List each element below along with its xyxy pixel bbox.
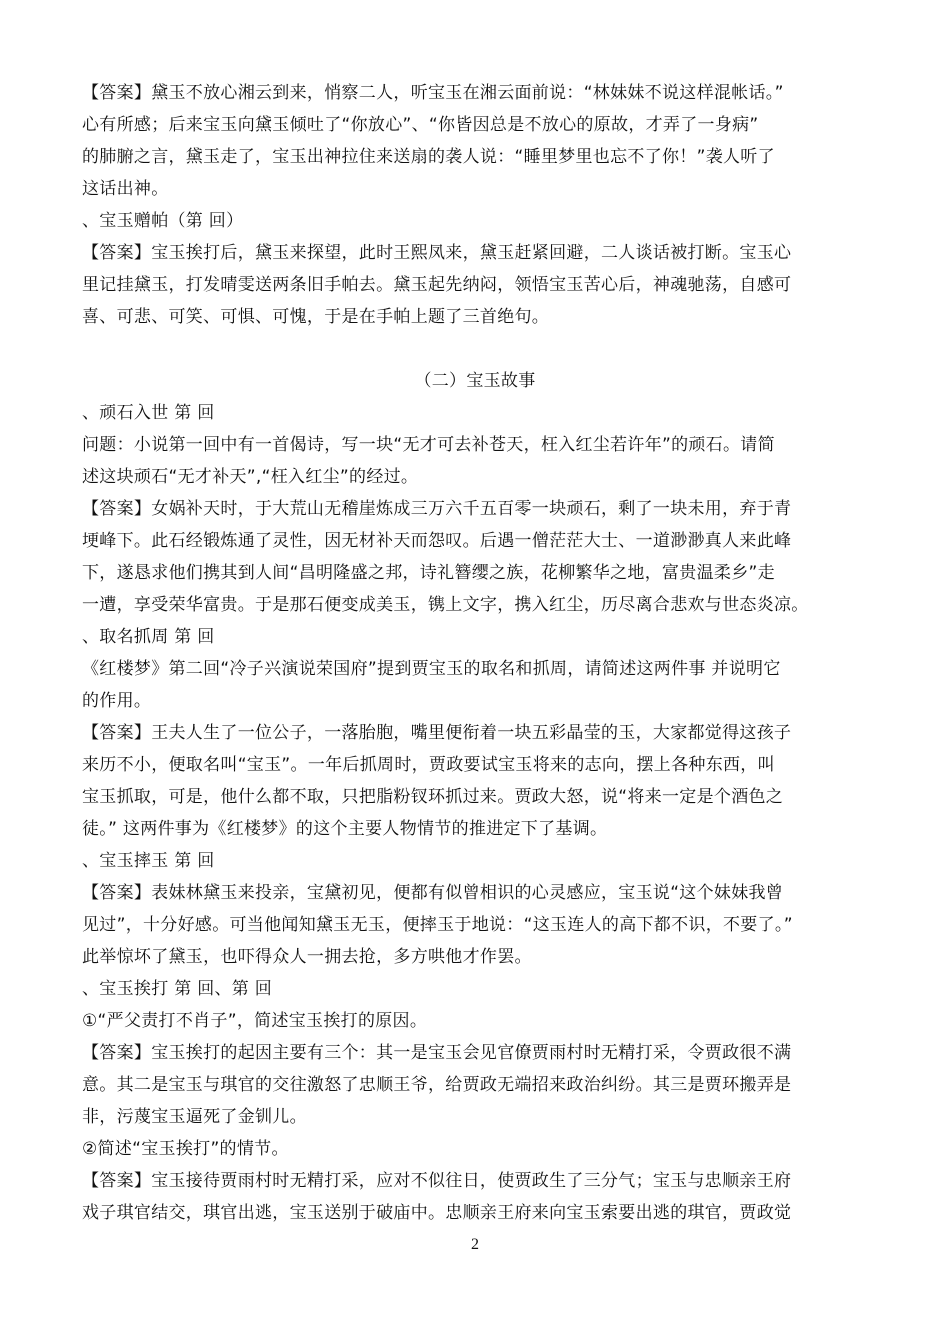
text-line: 《红楼梦》第二回“冷子兴演说荣国府”提到贾宝玉的取名和抓周，请简述这两件事 并说明它 (82, 659, 781, 679)
page-number: 2 (471, 1236, 479, 1253)
text-line: 非，污蔑宝玉逼死了金钏儿。 (82, 1107, 307, 1127)
chapter-heading: （二）宝玉故事 (414, 371, 536, 391)
text-line: 【答案】宝玉挨打后，黛玉来探望，此时王熙凤来，黛玉赶紧回避，二人谈话被打断。宝玉心 (82, 243, 792, 263)
text-line: 【答案】王夫人生了一位公子，一落胎胞，嘴里便衔着一块五彩晶莹的玉，大家都觉得这孩子 (82, 723, 792, 743)
section-heading: 、宝玉赠帕（第 回） (82, 211, 244, 231)
text-line: 【答案】黛玉不放心湘云到来，悄察二人，听宝玉在湘云面前说：“林妹妹不说这样混帐话。” (82, 83, 784, 103)
text-line: 述这块顽石“无才补天”,“枉入红尘”的经过。 (82, 467, 419, 487)
text-line: ②简述“宝玉挨打”的情节。 (82, 1139, 289, 1159)
text-line: ①“严父责打不肖子”，简述宝玉挨打的原因。 (82, 1011, 428, 1031)
text-line: 的作用。 (82, 691, 152, 711)
text-line: 这话出神。 (82, 179, 169, 199)
text-line: 此举惊坏了黛玉，也吓得众人一拥去抢，多方哄他才作罢。 (82, 947, 532, 967)
section-heading: 、宝玉挨打 第 回、第 回 (82, 979, 273, 999)
text-line: 【答案】宝玉挨打的起因主要有三个：其一是宝玉会见官僚贾雨村时无精打采，令贾政很不满 (82, 1043, 792, 1063)
text-line: 问题：小说第一回中有一首偈诗，写一块“无才可去补苍天，枉入红尘若许年”的顽石。请简 (82, 435, 775, 455)
text-line: 徒。” 这两件事为《红楼梦》的这个主要人物情节的推进定下了基调。 (82, 819, 608, 839)
text-line: 宝玉抓取，可是，他什么都不取，只把脂粉钗环抓过来。贾政大怒，说“将来一定是个酒色之 (82, 787, 784, 807)
text-line: 心有所感；后来宝玉向黛玉倾吐了“你放心”、“你皆因总是不放心的原故，才弄了一身病” (82, 115, 759, 135)
text-line: 戏子琪官结交，琪官出逃，宝玉送别于破庙中。忠顺亲王府来向宝玉索要出逃的琪官，贾政觉 (82, 1203, 792, 1223)
text-line: 喜、可悲、可笑、可惧、可愧，于是在手帕上题了三首绝句。 (82, 307, 550, 327)
text-line: 的肺腑之言，黛玉走了，宝玉出神拉住来送扇的袭人说：“睡里梦里也忘不了你！”袭人听了 (82, 147, 775, 167)
section-heading: 、顽石入世 第 回 (82, 403, 215, 423)
section-heading: 、宝玉摔玉 第 回 (82, 851, 215, 871)
text-line: 下，遂恳求他们携其到人间“昌明隆盛之邦，诗礼簪缨之族，花柳繁华之地，富贵温柔乡”走 (82, 563, 775, 583)
text-line: 【答案】女娲补天时，于大荒山无稽崖炼成三万六千五百零一块顽石，剩了一块未用，弃于青 (82, 499, 792, 519)
section-heading: 、取名抓周 第 回 (82, 627, 215, 647)
text-line: 里记挂黛玉，打发晴雯送两条旧手帕去。黛玉起先纳闷，领悟宝玉苦心后，神魂驰荡，自感可 (82, 275, 792, 295)
text-line: 意。其二是宝玉与琪官的交往激怒了忠顺王爷，给贾政无端招来政治纠纷。其三是贾环搬弄是 (82, 1075, 792, 1095)
text-line: 见过”，十分好感。可当他闻知黛玉无玉，便摔玉于地说：“这玉连人的高下都不识，不要了。” (82, 915, 793, 935)
text-line: 【答案】表妹林黛玉来投亲，宝黛初见，便都有似曾相识的心灵感应，宝玉说“这个妹妹我曾 (82, 883, 784, 903)
text-line: 【答案】宝玉接待贾雨村时无精打采，应对不似往日，使贾政生了三分气；宝玉与忠顺亲王府 (82, 1171, 792, 1191)
text-line: 来历不小，便取名叫“宝玉”。一年后抓周时，贾政要试宝玉将来的志向，摆上各种东西，叫 (82, 755, 775, 775)
text-line: 埂峰下。此石经锻炼通了灵性，因无材补天而怨叹。后遇一僧茫茫大士、一道渺渺真人来此峰 (82, 531, 792, 551)
text-line: 一遭，享受荣华富贵。于是那石便变成美玉，镌上文字，携入红尘，历尽离合悲欢与世态炎凉。 (82, 595, 809, 615)
